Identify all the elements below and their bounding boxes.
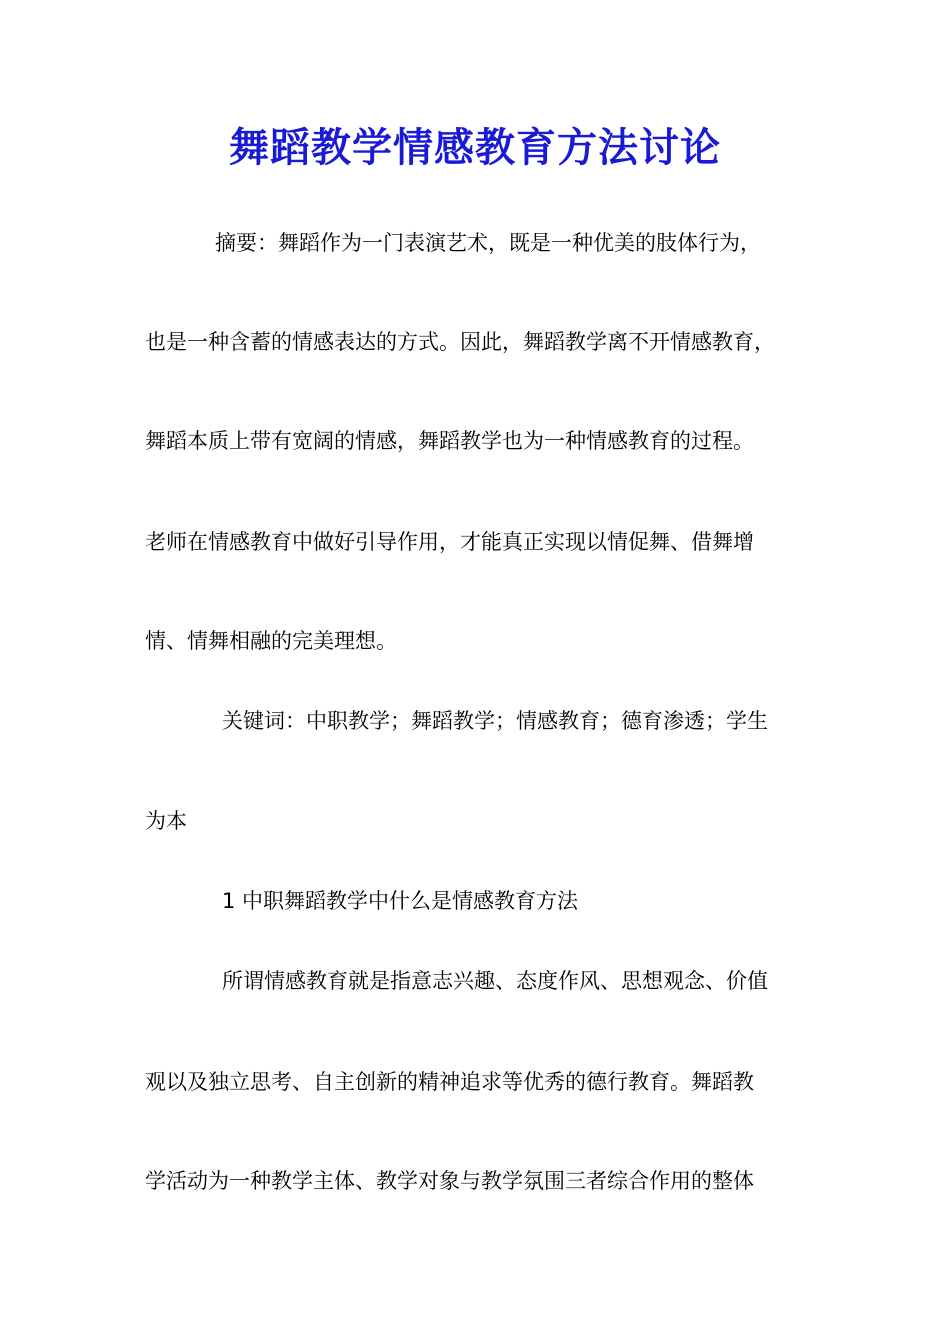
abstract-line: 老师在情感教育中做好引导作用，才能真正实现以情促舞、借舞增 (145, 530, 754, 554)
section-heading: 1 中职舞蹈教学中什么是情感教育方法 (222, 889, 579, 913)
body-line: 学活动为一种教学主体、教学对象与教学氛围三者综合作用的整体 (145, 1169, 754, 1193)
keywords-line: 关键词：中职教学；舞蹈教学；情感教育；德育渗透；学生 (222, 709, 768, 733)
abstract-line: 也是一种含蓄的情感表达的方式。因此，舞蹈教学离不开情感教育， (145, 330, 775, 354)
body-line: 观以及独立思考、自主创新的精神追求等优秀的德行教育。舞蹈教 (145, 1070, 754, 1094)
document-title: 舞蹈教学情感教育方法讨论 (229, 124, 721, 171)
body-line: 所谓情感教育就是指意志兴趣、态度作风、思想观念、价值 (222, 969, 768, 993)
abstract-line: 舞蹈本质上带有宽阔的情感，舞蹈教学也为一种情感教育的过程。 (145, 429, 754, 453)
keywords-line: 为本 (145, 809, 187, 833)
abstract-line: 摘要：舞蹈作为一门表演艺术，既是一种优美的肢体行为， (215, 231, 761, 255)
abstract-line: 情、情舞相融的完美理想。 (145, 629, 397, 653)
